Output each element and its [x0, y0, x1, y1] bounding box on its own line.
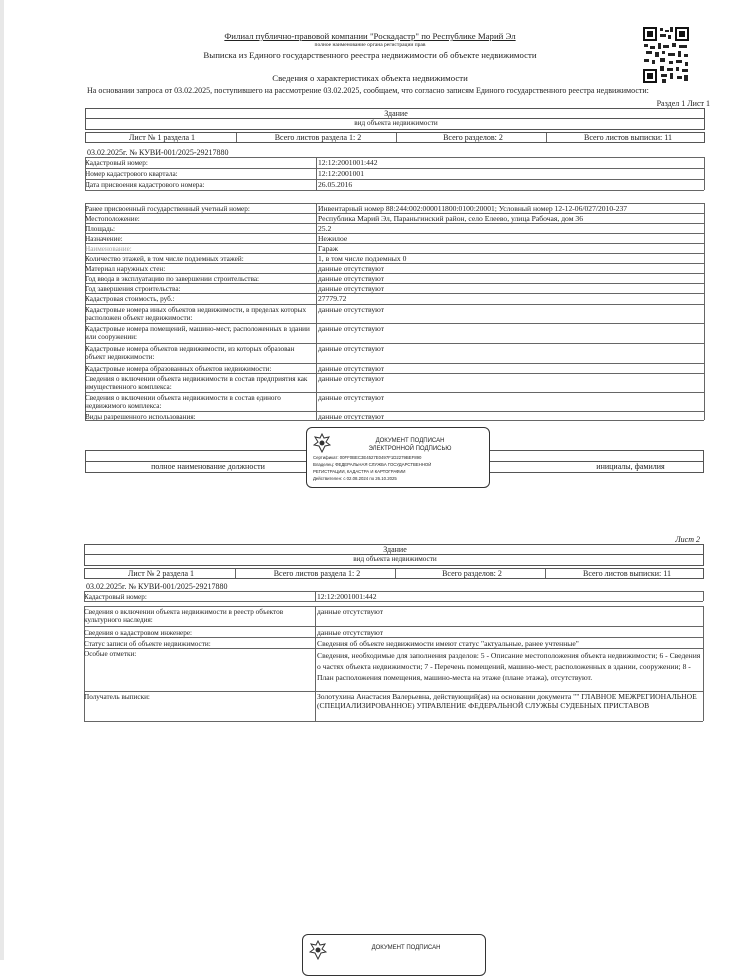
sheets-total: Всего листов выписки: 11: [546, 133, 707, 142]
stamp-cert: Сертификат: 00FF0BEC3E4527E0497F1D2279BEF890: [313, 455, 422, 460]
object-type-2: Здание: [383, 545, 407, 554]
build-year-value: данные отсутствуют: [318, 284, 385, 293]
sheets-in-section-2: Всего листов раздела 1: 2: [235, 569, 396, 578]
permitted-use-value: данные отсутствуют: [318, 412, 385, 421]
object-type: Здание: [384, 109, 408, 118]
enterprise-label: Сведения о включении объекта недвижимости в состав предприятия как имущественного комплекса:: [85, 375, 308, 391]
assign-date-label: Дата присвоения кадастрового номера:: [85, 181, 205, 189]
heritage-label: Сведения о включении объекта недвижимости в реестр объектов культурного наследия:: [84, 608, 284, 624]
qr-code: [642, 26, 690, 84]
special-notes-label: Особые отметки:: [84, 650, 137, 658]
stamp-line2: ЭЛЕКТРОННОЙ ПОДПИСЬЮ: [368, 446, 452, 452]
wall-material-value: данные отсутствуют: [318, 264, 385, 273]
intro-text: На основании запроса от 03.02.2025, поступившего на рассмотрение 03.02.2025, сообщаем, что согласно записям Единого государственного реестра недвижимости:: [87, 86, 649, 95]
object-type-row-2: [84, 544, 704, 555]
bottom-stamp-line1: ДОКУМЕНТ ПОДПИСАН: [371, 945, 441, 951]
wall-material-label: Материал наружных стен:: [85, 265, 166, 273]
object-sub: вид объекта недвижимости: [354, 119, 438, 127]
sheet-number: Лист № 1 раздела 1: [128, 133, 196, 142]
cadastral-cost-value: 27779.72: [318, 294, 347, 303]
sheet-info-row: [85, 132, 705, 143]
location-label: Местоположение:: [85, 215, 140, 223]
object-sub-2: вид объекта недвижимости: [353, 555, 437, 563]
prev-number-label: Ранее присвоенный государственный учетный номер:: [85, 205, 250, 213]
permitted-use-label: Виды разрешенного использования:: [85, 413, 196, 421]
prev-number-value: Инвентарный номер 88:244:002:000011800:0100:20001; Условный номер 12-12-06/027/2010-237: [318, 204, 628, 213]
premises-label: Кадастровые номера помещений, машино-мест, расположенных в здании или сооружении:: [85, 325, 310, 341]
cadastral-number-value-2: 12:12:2001001:442: [317, 592, 377, 601]
premises-value: данные отсутствуют: [318, 324, 385, 333]
record-status-label: Статус записи об объекте недвижимости:: [84, 640, 211, 648]
org-subtitle: полное наименование органа регистрации прав: [314, 42, 426, 48]
stamp-line1: ДОКУМЕНТ ПОДПИСАН: [375, 438, 445, 444]
floors-value: 1, в том числе подземных 0: [318, 254, 407, 263]
quarter-number-value: 12:12:2001001: [318, 169, 364, 178]
name-label: Наименование:: [85, 245, 132, 253]
emblem-icon: [309, 940, 327, 960]
location-value: Республика Марий Эл, Параньгинский район, село Елеево, улица Рабочая, дом 36: [318, 214, 584, 223]
assign-date-value: 26.05.2016: [318, 180, 353, 189]
engineer-label: Сведения о кадастровом инженере:: [84, 629, 193, 637]
object-sub-row: [85, 119, 705, 130]
special-notes-value: Сведения, необходимые для заполнения разделов: 5 - Описание местоположения объекта недвижимости; 6 - Сведения о частях объекта недвижимости; 7 - Перечень помещений, машино-мест, расположенных в здании, сооружении; 8 - План расположения помещения, машино-места на этаже (плане этажа), отсутствуют.: [317, 651, 701, 682]
stamp-valid: Действителен: с 02.08.2024 по 26.10.2025: [313, 476, 397, 481]
sheet-info-row-2: [84, 568, 704, 579]
cadastral-cost-label: Кадастровая стоимость, руб.:: [85, 295, 175, 303]
commission-year-value: данные отсутствуют: [318, 274, 385, 283]
stamp-owner: Владелец: ФЕДЕРАЛЬНАЯ СЛУЖБА ГОСУДАРСТВЕННОЙ: [313, 462, 432, 467]
parent-objects-label: Кадастровые номера иных объектов недвижимости, в пределах которых расположен объект недвижимости:: [85, 306, 307, 322]
heritage-value: данные отсутствуют: [317, 607, 384, 616]
emblem-icon: [313, 433, 331, 453]
section-title: Сведения о характеристиках объекта недвижимости: [272, 73, 468, 83]
sections-total: Всего разделов: 2: [396, 133, 547, 142]
area-label: Площадь:: [85, 225, 116, 233]
scan-edge: [0, 0, 4, 960]
stamp-owner-2: РЕГИСТРАЦИИ, КАДАСТРА И КАРТОГРАФИИ: [313, 469, 406, 474]
recipient-value: Золотухина Анастасия Валерьевна, действующий(ая) на основании документа "" ГЛАВНОЕ МЕЖРЕГИОНАЛЬНОЕ (СПЕЦИАЛИЗИРОВАННОЕ) УПРАВЛЕНИЕ ФЕДЕРАЛЬНОЙ СЛУЖБЫ СУДЕБНЫХ ПРИСТАВОВ: [317, 692, 697, 710]
position-caption: полное наименование должности: [151, 462, 265, 471]
e-signature-stamp-bottom: [302, 934, 486, 976]
commission-year-label: Год ввода в эксплуатацию по завершении строительства:: [85, 275, 260, 283]
sections-total-2: Всего разделов: 2: [395, 569, 546, 578]
source-objects-label: Кадастровые номера объектов недвижимости, из которых образован объект недвижимости:: [85, 345, 295, 361]
date-number-2: 03.02.2025г. № КУВИ-001/2025-29217880: [86, 582, 228, 591]
quarter-number-label: Номер кадастрового квартала:: [85, 170, 178, 178]
derived-objects-value: данные отсутствуют: [318, 364, 385, 373]
document-title: Выписка из Единого государственного реестра недвижимости об объекте недвижимости: [203, 50, 537, 60]
e-signature-stamp: [306, 427, 490, 488]
complex-label: Сведения о включении объекта недвижимости в состав единого недвижимого комплекса:: [85, 394, 281, 410]
object-type-row: [85, 108, 705, 119]
cadastral-number-label: Кадастровый номер:: [85, 159, 148, 167]
date-number: 03.02.2025г. № КУВИ-001/2025-29217880: [87, 148, 229, 157]
org-title: Филиал публично-правовой компании "Роскадастр" по Республике Марий Эл: [224, 31, 516, 41]
name-caption: инициалы, фамилия: [596, 462, 665, 471]
record-status-value: Сведения об объекте недвижимости имеют статус "актуальные, ранее учтенные": [317, 639, 579, 648]
purpose-value: Нежилое: [318, 234, 348, 243]
derived-objects-label: Кадастровые номера образованных объектов недвижимости:: [85, 365, 272, 373]
recipient-label: Получатель выписки:: [84, 693, 150, 701]
name-value: Гараж: [318, 244, 338, 253]
sheets-in-section: Всего листов раздела 1: 2: [236, 133, 397, 142]
build-year-label: Год завершения строительства:: [85, 285, 181, 293]
parent-objects-value: данные отсутствуют: [318, 305, 385, 314]
source-objects-value: данные отсутствуют: [318, 344, 385, 353]
floors-label: Количество этажей, в том числе подземных этажей:: [85, 255, 244, 263]
enterprise-value: данные отсутствуют: [318, 374, 385, 383]
section-sheet-label: Раздел 1 Лист 1: [656, 99, 710, 108]
sheet-2-label: Лист 2: [675, 535, 700, 544]
complex-value: данные отсутствуют: [318, 393, 385, 402]
sheet-number-2: Лист № 2 раздела 1: [127, 569, 195, 578]
area-value: 25.2: [318, 224, 332, 233]
cadastral-number-value: 12:12:2001001:442: [318, 158, 378, 167]
sheets-total-2: Всего листов выписки: 11: [545, 569, 706, 578]
cadastral-number-label-2: Кадастровый номер:: [84, 593, 147, 601]
engineer-value: данные отсутствуют: [317, 628, 384, 637]
object-sub-row-2: [84, 555, 704, 566]
purpose-label: Назначение:: [85, 235, 123, 243]
